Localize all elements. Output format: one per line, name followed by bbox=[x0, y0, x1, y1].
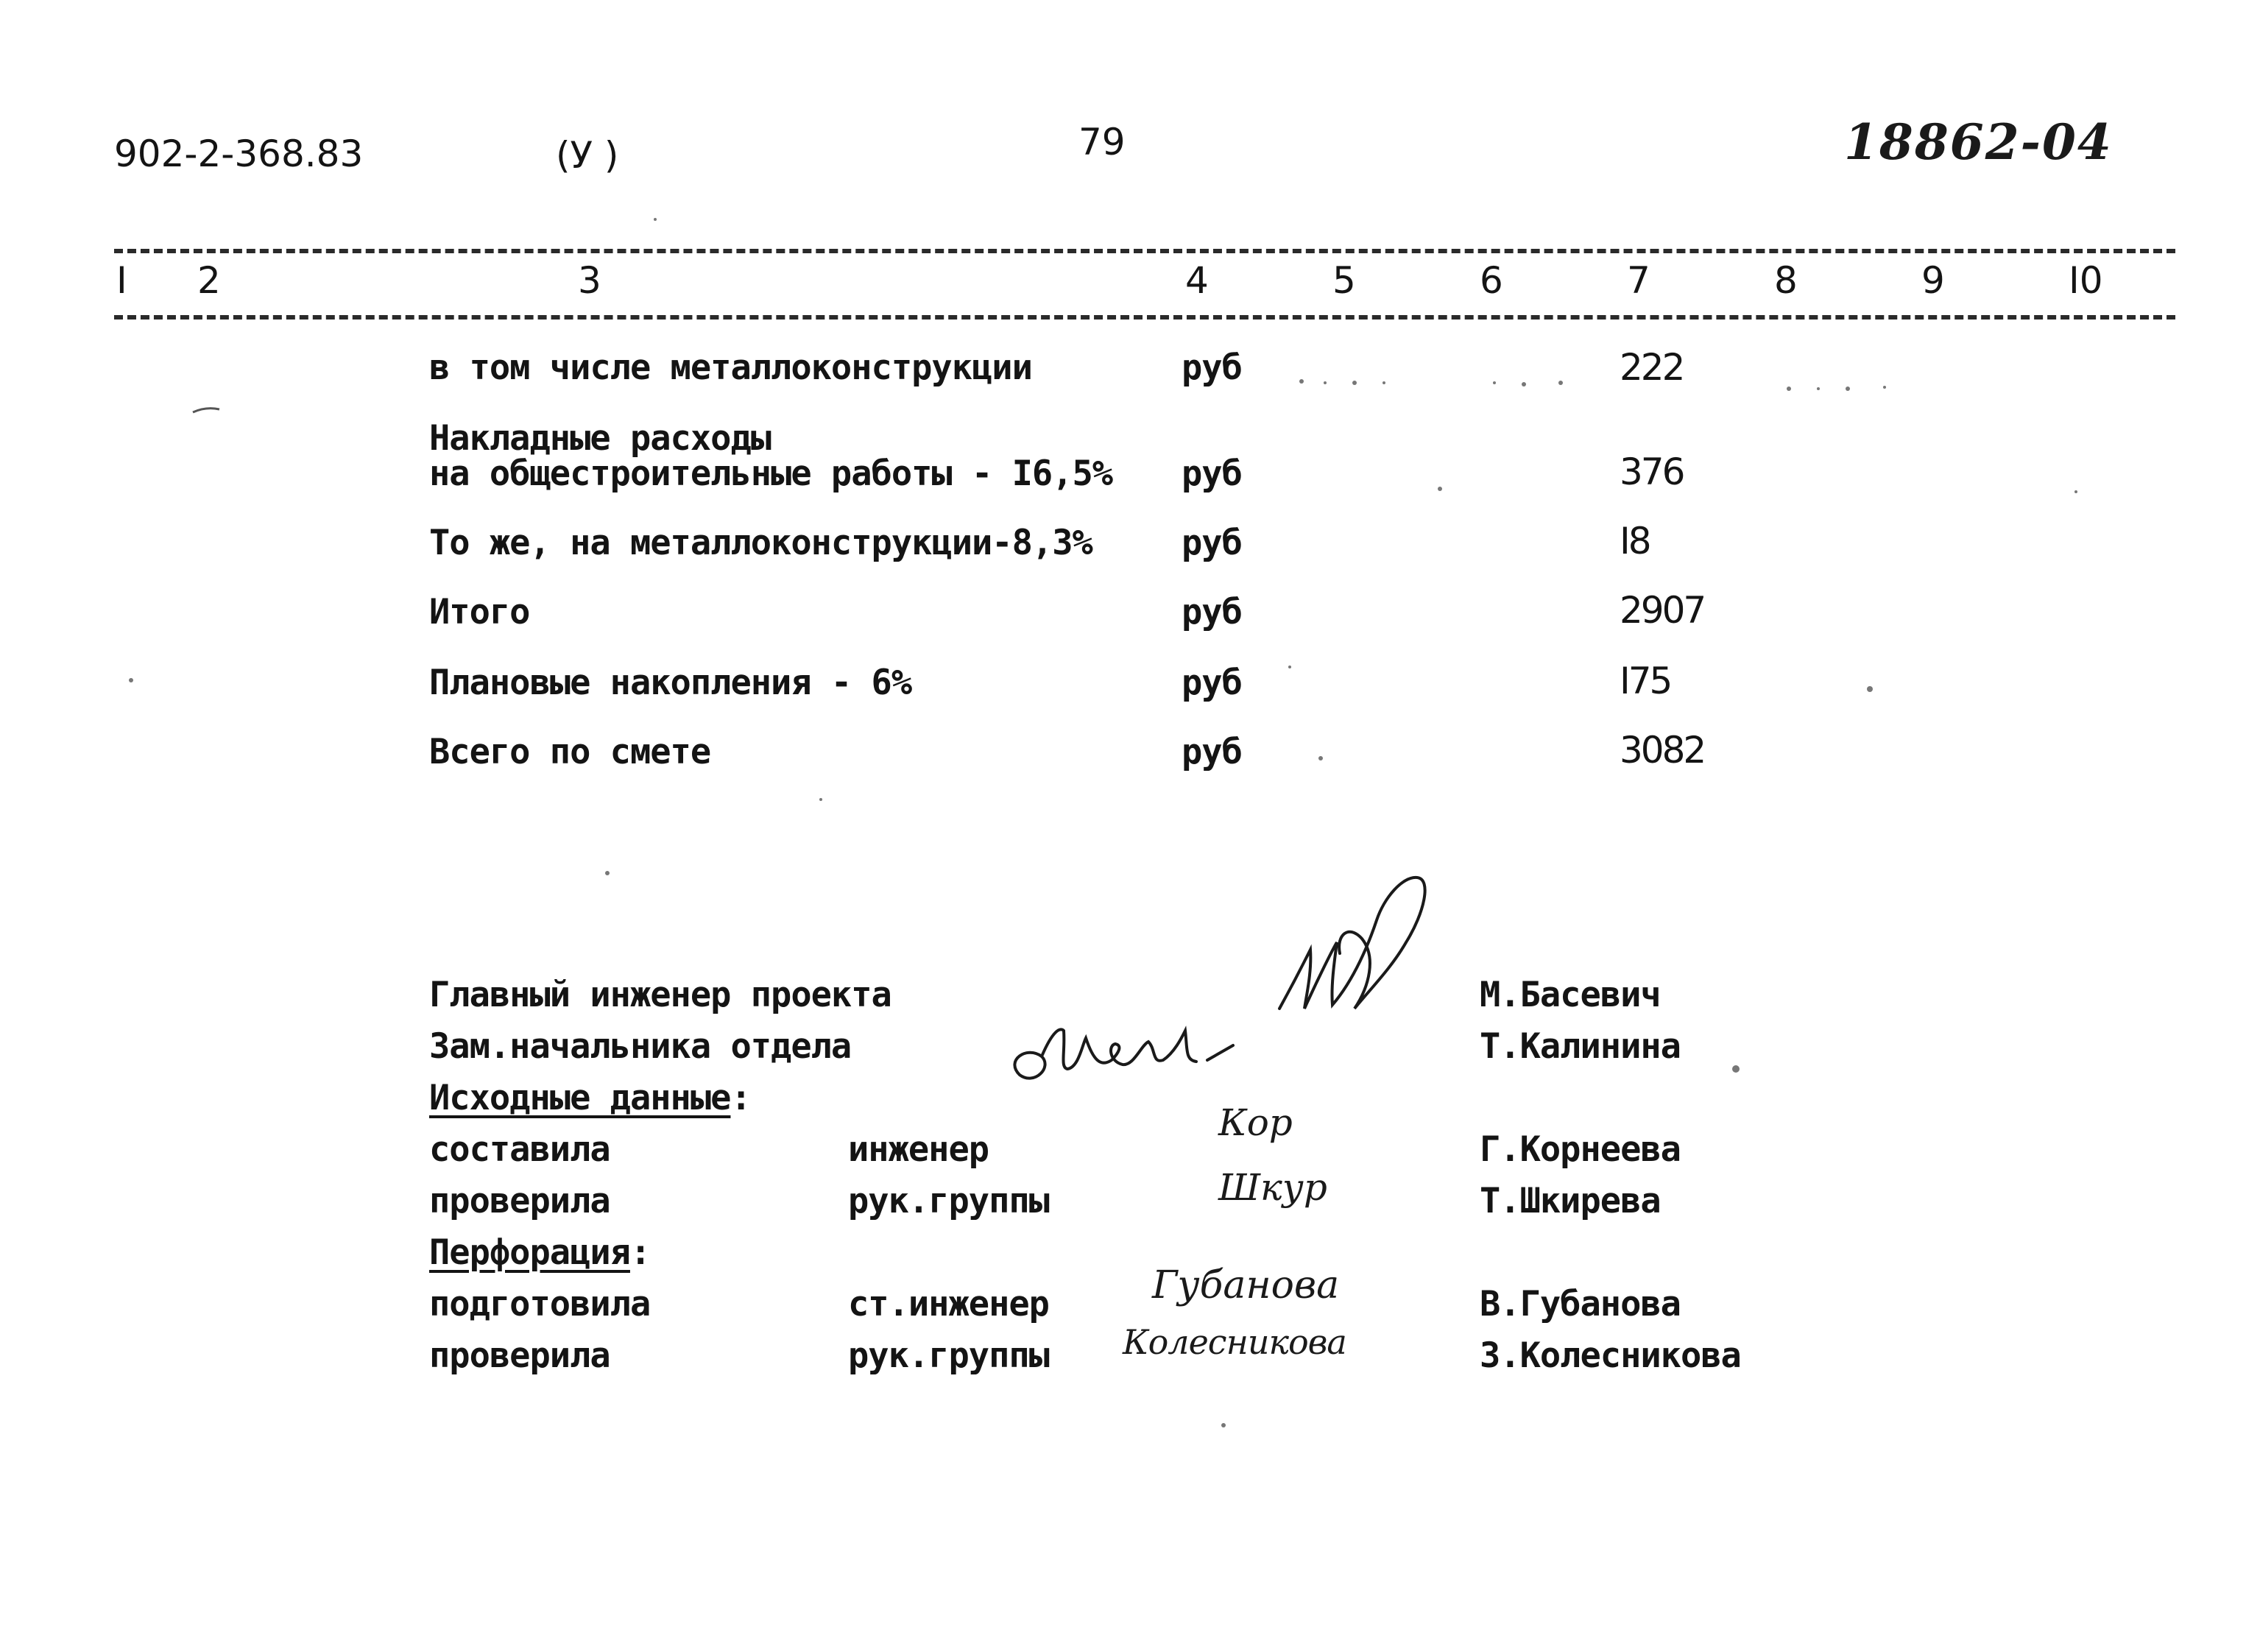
column-number-1: I bbox=[116, 259, 127, 302]
column-number-5: 5 bbox=[1332, 259, 1356, 302]
row-planned-unit: руб bbox=[1182, 663, 1242, 703]
column-number-9: 9 bbox=[1921, 259, 1945, 302]
prepared-name: В.Губанова bbox=[1480, 1284, 1681, 1324]
document-code: 902-2-368.83 bbox=[114, 133, 364, 175]
column-number-2: 2 bbox=[197, 259, 221, 302]
column-number-7: 7 bbox=[1627, 259, 1650, 302]
column-number-3: 3 bbox=[578, 259, 601, 302]
chief-engineer-role: Главный инженер проекта bbox=[429, 975, 891, 1015]
deputy-head-name: Т.Калинина bbox=[1480, 1026, 1681, 1067]
row-same-metal-label: То же, на металлоконструкции-8,3% bbox=[429, 523, 1092, 563]
row-grand-total-value: 3082 bbox=[1620, 729, 1705, 772]
archive-number: 18862-04 bbox=[1844, 113, 2113, 171]
chief-engineer-name: М.Басевич bbox=[1480, 975, 1661, 1015]
signature-korneeva: Кор bbox=[1218, 1101, 1293, 1144]
checked1-action: проверила bbox=[429, 1181, 610, 1221]
signature-basevich bbox=[1266, 869, 1443, 1045]
checked1-position: рук.группы bbox=[848, 1181, 1049, 1221]
row-overhead-label-line2: на общестроительные работы - I6,5% bbox=[429, 453, 1113, 494]
row-grand-total-unit: руб bbox=[1182, 732, 1242, 772]
column-number-8: 8 bbox=[1774, 259, 1798, 302]
row-planned-label: Плановые накопления - 6% bbox=[429, 663, 912, 703]
compiled-position: инженер bbox=[848, 1129, 989, 1170]
row-same-metal-unit: руб bbox=[1182, 523, 1242, 563]
deputy-head-role: Зам.начальника отдела bbox=[429, 1026, 852, 1067]
row-grand-total-label: Всего по смете bbox=[429, 732, 711, 772]
compiled-name: Г.Корнеева bbox=[1480, 1129, 1681, 1170]
checked2-name: З.Колесникова bbox=[1480, 1335, 1741, 1376]
signature-kalinina bbox=[997, 1016, 1248, 1104]
source-data-heading: Исходные данные: bbox=[429, 1078, 751, 1118]
row-metal-unit: руб bbox=[1182, 347, 1242, 388]
row-overhead-value: 376 bbox=[1620, 451, 1684, 493]
row-total-unit: руб bbox=[1182, 592, 1242, 632]
checked2-position: рук.группы bbox=[848, 1335, 1049, 1376]
signature-kolesnikova: Колесникова bbox=[1123, 1322, 1346, 1362]
column-number-4: 4 bbox=[1185, 259, 1209, 302]
column-number-10: I0 bbox=[2069, 259, 2103, 302]
row-total-label: Итого bbox=[429, 592, 530, 632]
row-metal-value: 222 bbox=[1620, 346, 1684, 389]
variant-mark: (У ) bbox=[556, 134, 619, 177]
row-overhead-label-line1: Накладные расходы bbox=[429, 418, 771, 459]
row-same-metal-value: I8 bbox=[1620, 520, 1650, 562]
signature-gubanova: Губанова bbox=[1152, 1263, 1340, 1307]
compiled-action: составила bbox=[429, 1129, 610, 1170]
row-metal-label: в том числе металлоконструкции bbox=[429, 347, 1032, 388]
signature-shkireva: Шкур bbox=[1218, 1166, 1327, 1209]
row-overhead-unit: руб bbox=[1182, 453, 1242, 494]
prepared-action: подготовила bbox=[429, 1284, 651, 1324]
perforation-heading: Перфорация: bbox=[429, 1232, 651, 1273]
checked2-action: проверила bbox=[429, 1335, 610, 1376]
column-number-6: 6 bbox=[1480, 259, 1503, 302]
prepared-position: ст.инженер bbox=[848, 1284, 1049, 1324]
row-planned-value: I75 bbox=[1620, 660, 1671, 702]
page-number: 79 bbox=[1078, 121, 1126, 163]
checked1-name: Т.Шкирева bbox=[1480, 1181, 1661, 1221]
row-total-value: 2907 bbox=[1620, 589, 1705, 632]
